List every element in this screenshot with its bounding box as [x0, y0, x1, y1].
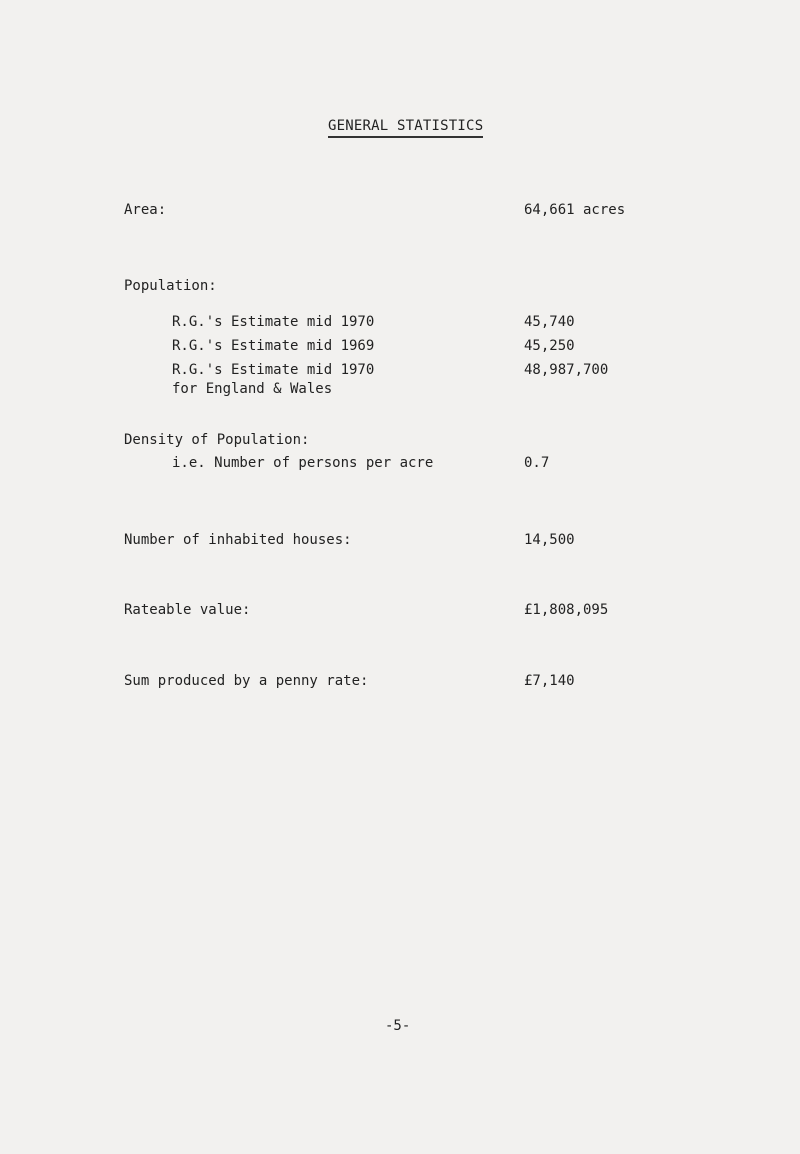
houses-label: Number of inhabited houses: [124, 532, 352, 548]
page-number: -5- [385, 1018, 411, 1034]
penny-rate-label: Sum produced by a penny rate: [124, 673, 369, 689]
rateable-label: Rateable value: [124, 602, 251, 618]
population-row-label: R.G.'s Estimate mid 1970 [172, 314, 375, 330]
rateable-value: £1,808,095 [524, 602, 609, 618]
population-row-value: 45,250 [524, 338, 575, 354]
population-row-value: 48,987,700 [524, 362, 609, 378]
population-label: Population: [124, 278, 217, 294]
penny-rate-value: £7,140 [524, 673, 575, 689]
population-row-label: R.G.'s Estimate mid 1970 [172, 362, 375, 378]
density-sub-label: i.e. Number of persons per acre [172, 455, 434, 471]
area-value: 64,661 acres [524, 202, 626, 218]
population-row-label: R.G.'s Estimate mid 1969 [172, 338, 375, 354]
population-row-label-continued: for England & Wales [172, 381, 333, 397]
population-row-value: 45,740 [524, 314, 575, 330]
density-label: Density of Population: [124, 432, 310, 448]
page-title: GENERAL STATISTICS [328, 117, 483, 138]
density-value: 0.7 [524, 455, 550, 471]
area-label: Area: [124, 202, 167, 218]
houses-value: 14,500 [524, 532, 575, 548]
